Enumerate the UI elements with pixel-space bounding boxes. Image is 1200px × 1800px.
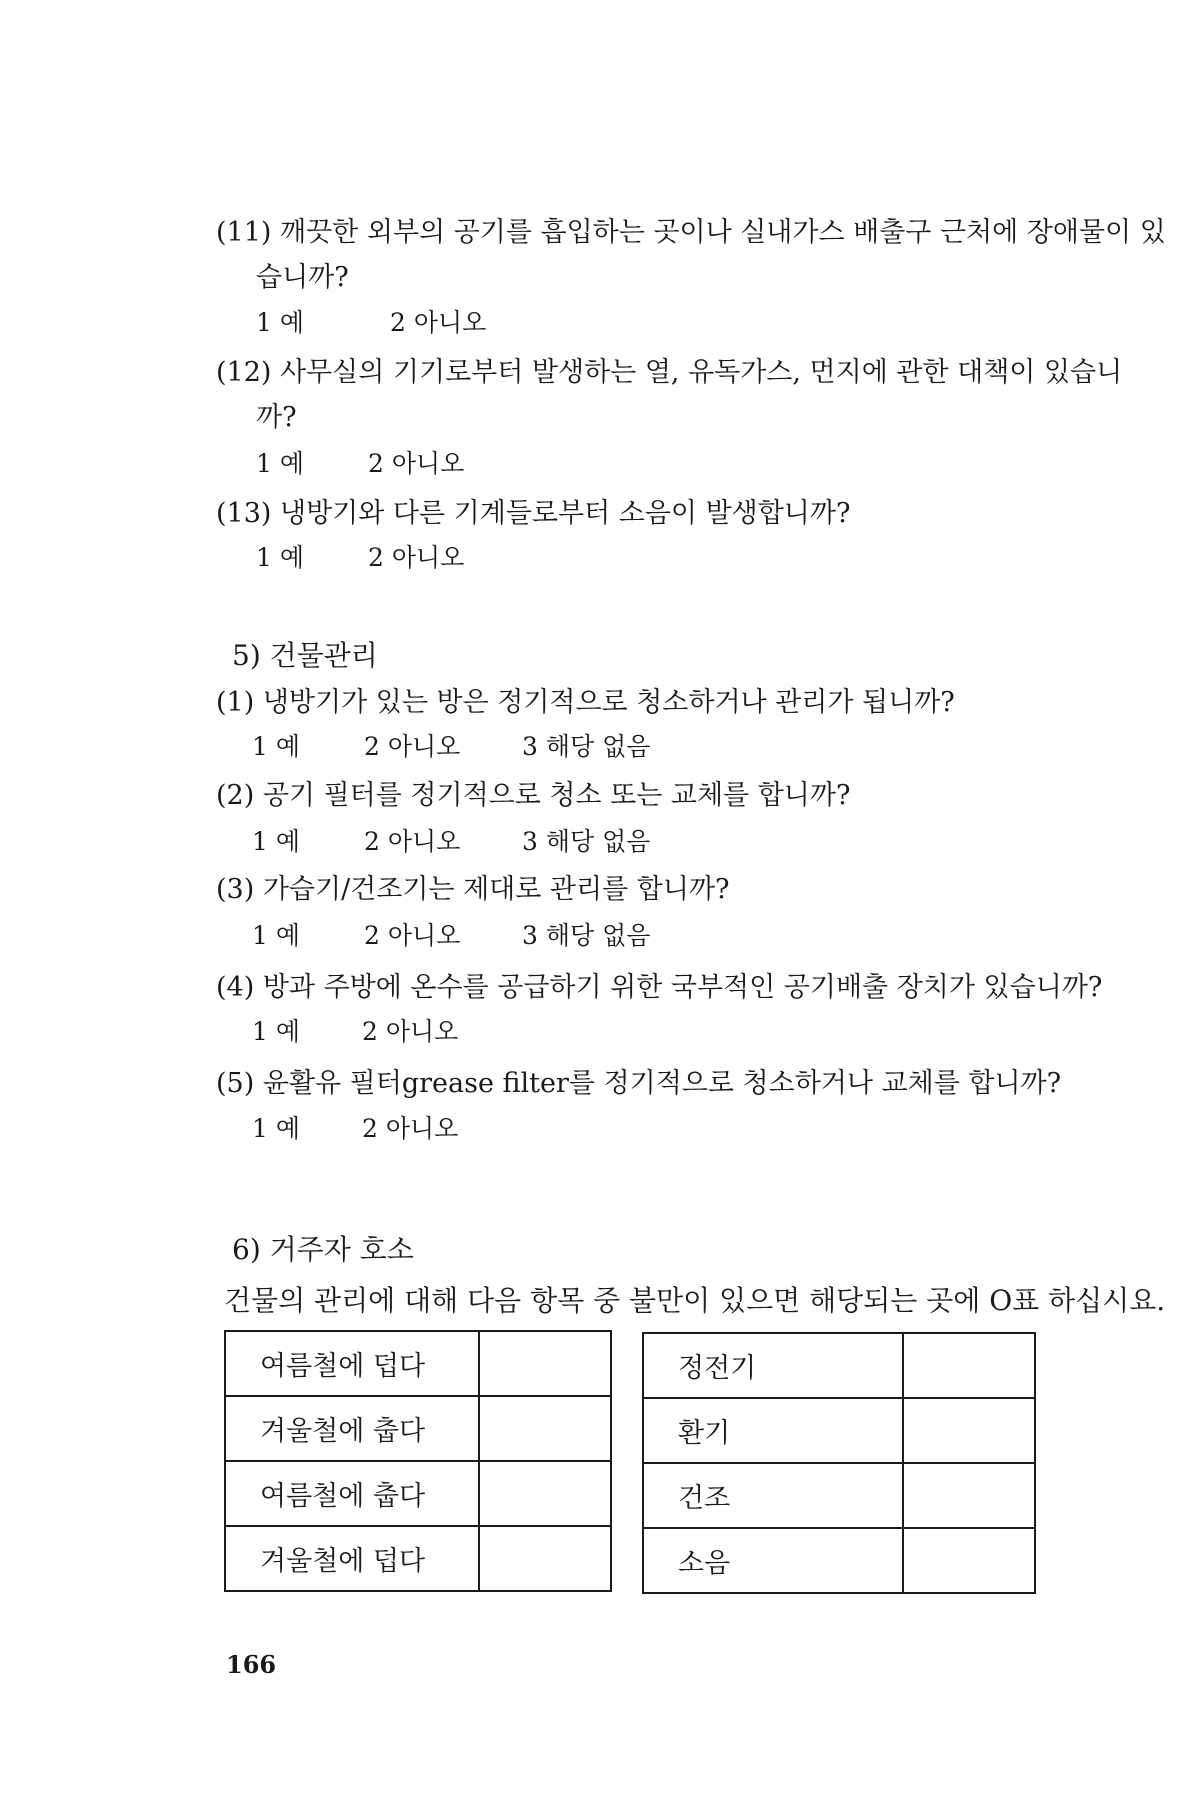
question-11-option-2: 2 아니오 [390,308,487,337]
complaint-label: 건조 [643,1463,903,1528]
section5-q2-option-3: 3 해당 없음 [522,827,651,856]
section5-q5-option-2: 2 아니오 [362,1114,459,1143]
question-13-option-2: 2 아니오 [368,543,465,572]
question-12-line2: 까? [256,402,297,433]
complaint-label: 환기 [643,1398,903,1463]
section5-q2-option-2: 2 아니오 [364,827,461,856]
complaint-label: 소음 [643,1528,903,1593]
table-row [643,1463,1035,1528]
section5-question-3: (3) 가습기/건조기는 제대로 관리를 합니까? [216,874,730,905]
complaint-mark-cell[interactable] [903,1528,1035,1593]
page-number: 166 [226,1650,277,1679]
question-13-option-1: 1 예 [256,543,305,572]
complaint-table-right [642,1332,1036,1594]
section5-q1-option-1: 1 예 [252,732,301,761]
section5-q3-option-2: 2 아니오 [364,921,461,950]
section5-q3-option-1: 1 예 [252,921,301,950]
table-row [643,1528,1035,1593]
table-row [225,1461,611,1526]
table-row [225,1331,611,1396]
complaint-mark-cell[interactable] [479,1331,611,1396]
section5-question-1: (1) 냉방기가 있는 방은 정기적으로 청소하거나 관리가 됩니까? [216,687,955,718]
question-11-option-1: 1 예 [256,308,305,337]
section5-q5-option-1: 1 예 [252,1114,301,1143]
table-row [225,1526,611,1591]
complaint-mark-cell[interactable] [479,1396,611,1461]
question-11-line1: (11) 깨끗한 외부의 공기를 흡입하는 곳이나 실내가스 배출구 근처에 장애물이 있 [216,217,1166,248]
section5-q1-option-2: 2 아니오 [364,732,461,761]
complaint-label: 겨울철에 춥다 [225,1396,479,1461]
complaint-mark-cell[interactable] [479,1461,611,1526]
table-row [643,1333,1035,1398]
question-12-option-1: 1 예 [256,449,305,478]
table-row [225,1396,611,1461]
section5-q2-option-1: 1 예 [252,827,301,856]
section5-q4-option-1: 1 예 [252,1017,301,1046]
complaint-mark-cell[interactable] [479,1526,611,1591]
section5-q3-option-3: 3 해당 없음 [522,921,651,950]
complaint-label: 여름철에 덥다 [225,1331,479,1396]
table-row [643,1398,1035,1463]
section-5-heading: 5) 건물관리 [232,639,378,672]
complaint-label: 정전기 [643,1333,903,1398]
complaint-mark-cell[interactable] [903,1463,1035,1528]
question-12-line1: (12) 사무실의 기기로부터 발생하는 열, 유독가스, 먼지에 관한 대책이 있습니 [216,357,1123,388]
question-12-option-2: 2 아니오 [368,449,465,478]
section5-question-2: (2) 공기 필터를 정기적으로 청소 또는 교체를 합니까? [216,780,851,811]
complaint-mark-cell[interactable] [903,1333,1035,1398]
question-13-line1: (13) 냉방기와 다른 기계들로부터 소음이 발생합니까? [216,498,851,529]
complaint-label: 여름철에 춥다 [225,1461,479,1526]
complaint-label: 겨울철에 덥다 [225,1526,479,1591]
complaint-mark-cell[interactable] [903,1398,1035,1463]
section-6-heading: 6) 거주자 호소 [232,1233,414,1266]
complaint-table-left [224,1330,612,1592]
section5-q4-option-2: 2 아니오 [362,1017,459,1046]
section5-question-5: (5) 윤활유 필터grease filter를 정기적으로 청소하거나 교체를 합니까? [216,1068,1062,1099]
question-11-line2: 습니까? [256,262,349,293]
section5-question-4: (4) 방과 주방에 온수를 공급하기 위한 국부적인 공기배출 장치가 있습니까? [216,972,1103,1003]
section-6-instruction: 건물의 관리에 대해 다음 항목 중 불만이 있으면 해당되는 곳에 O표 하십시요. [224,1284,1166,1317]
section5-q1-option-3: 3 해당 없음 [522,732,651,761]
